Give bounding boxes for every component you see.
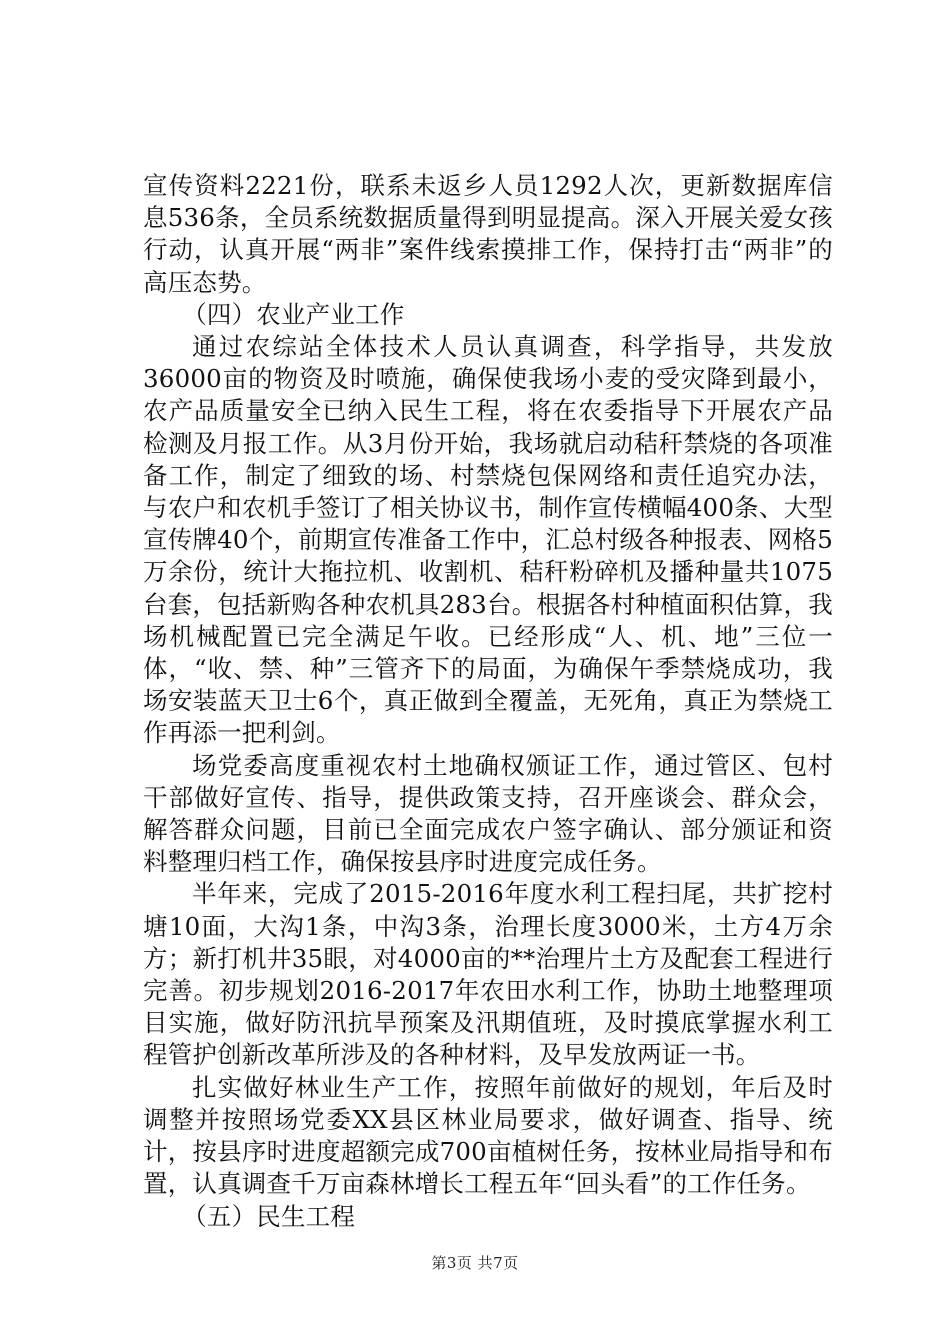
document-body — [143, 170, 833, 1233]
paragraph-forestry: 扎实做好林业生产工作，按照年前做好的规划，年后及时调整并按照场党委XX县区林业局要求，做好调查、指导、统计，按县序时进度超额完成700亩植树任务，按林业局指导和布置，认真调查千万亩森林增长工程五年“回头看”的工作任务。 — [143, 1072, 833, 1199]
paragraph-water-conservancy: 半年来，完成了2015-2016年度水利工程扫尾，共扩挖村塘10面，大沟1条，中沟3条，治理长度3000米，土方4万余方；新打机井35眼，对4000亩的**治理片土方及配套工程进行完善。初步规划2016-2017年农田水利工作，协助土地整理项目实施，做好防汛抗旱预案及汛期值班，及时摸底掌握水利工程管护创新改革所涉及的各种材料，及早发放两证一书。 — [143, 879, 833, 1070]
page-number-footer: 第3页 共7页 — [431, 1254, 519, 1272]
paragraph-agriculture: 通过农综站全体技术人员认真调查，科学指导，共发放36000亩的物资及时喷施，确保使我场小麦的受灾降到最小，农产品质量安全已纳入民生工程，将在农委指导下开展农产品检测及月报工作。从3月份开始，我场就启动秸秆禁烧的各项准备工作，制定了细致的场、村禁烧包保网络和责任追究办法，与农户和农机手签订了相关协议书，制作宣传横幅400条、大型宣传牌40个，前期宣传准备工作中，汇总村级各种报表、网格5万余份，统计大拖拉机、收割机、秸秆粉碎机及播种量共1075台套，包括新购各种农机具283台。根据各村种植面积估算，我场机械配置已完全满足午收。已经形成“人、机、地”三位一体，“收、禁、种”三管齐下的局面，为确保午季禁烧成功，我场安装蓝天卫士6个，真正做到全覆盖，无死角，真正为禁烧工作再添一把利剑。 — [143, 332, 833, 748]
section-heading-agriculture: （四）农业产业工作 — [182, 299, 405, 329]
paragraph-continuation: 宣传资料2221份，联系未返乡人员1292人次，更新数据库信息536条，全员系统数据质量得到明显提高。深入开展关爱女孩行动，认真开展“两非”案件线索摸排工作，保持打击“两非”的高压态势。 — [143, 171, 833, 297]
section-heading-livelihood: （五）民生工程 — [182, 1201, 356, 1231]
paragraph-land-rights: 场党委高度重视农村土地确权颁证工作，通过管区、包村干部做好宣传、指导，提供政策支持，召开座谈会、群众会，解答群众问题，目前已全面完成农户签字确认、部分颁证和资料整理归档工作，确保按县序时进度完成任务。 — [143, 750, 833, 877]
